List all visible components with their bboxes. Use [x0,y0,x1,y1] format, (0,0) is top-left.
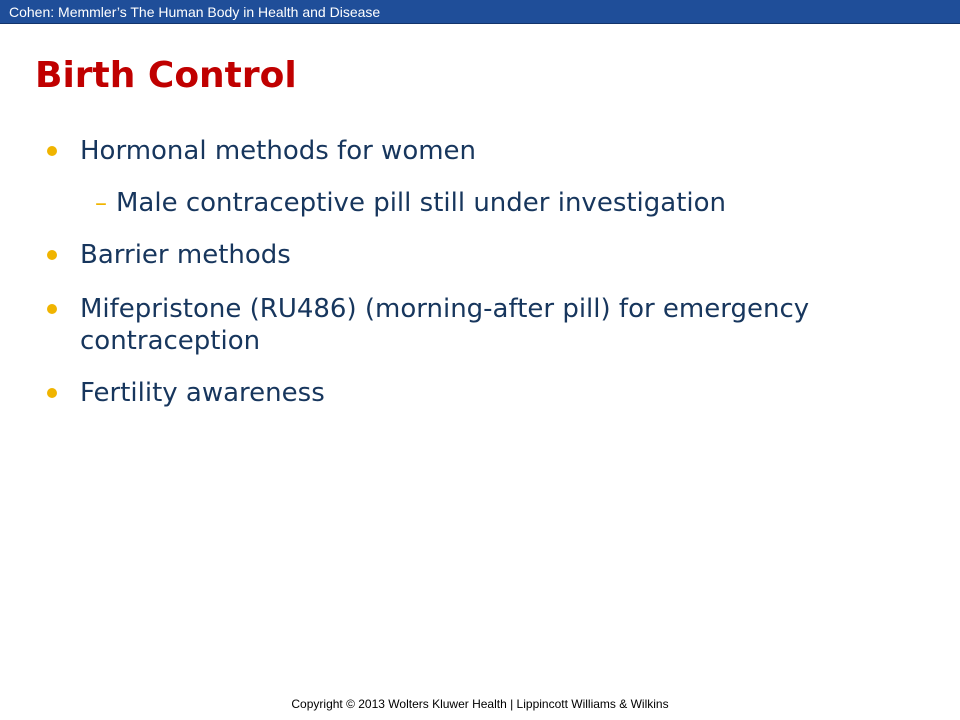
slide-title: Birth Control [35,55,297,96]
dash-icon: – [95,189,107,217]
header-bar [0,0,960,24]
bullet-item-mifepristone-line2: contraception [80,326,261,356]
bullet-dot-icon [47,304,57,314]
bullet-item-barrier: Barrier methods [80,240,291,270]
bullet-item-mifepristone-line1: Mifepristone (RU486) (morning-after pill) for emergency [80,294,810,324]
bullet-item-fertility: Fertility awareness [80,378,325,408]
sub-item-male-pill: Male contraceptive pill still under investigation [116,188,727,218]
copyright-footer: Copyright © 2013 Wolters Kluwer Health | Lippincott Williams & Wilkins [291,697,669,711]
bullet-item-hormonal: Hormonal methods for women [80,136,477,166]
bullet-dot-icon [47,146,57,156]
header-text: Cohen: Memmler’s The Human Body in Health and Disease [9,4,381,20]
bullet-dot-icon [47,250,57,260]
bullet-dot-icon [47,388,57,398]
